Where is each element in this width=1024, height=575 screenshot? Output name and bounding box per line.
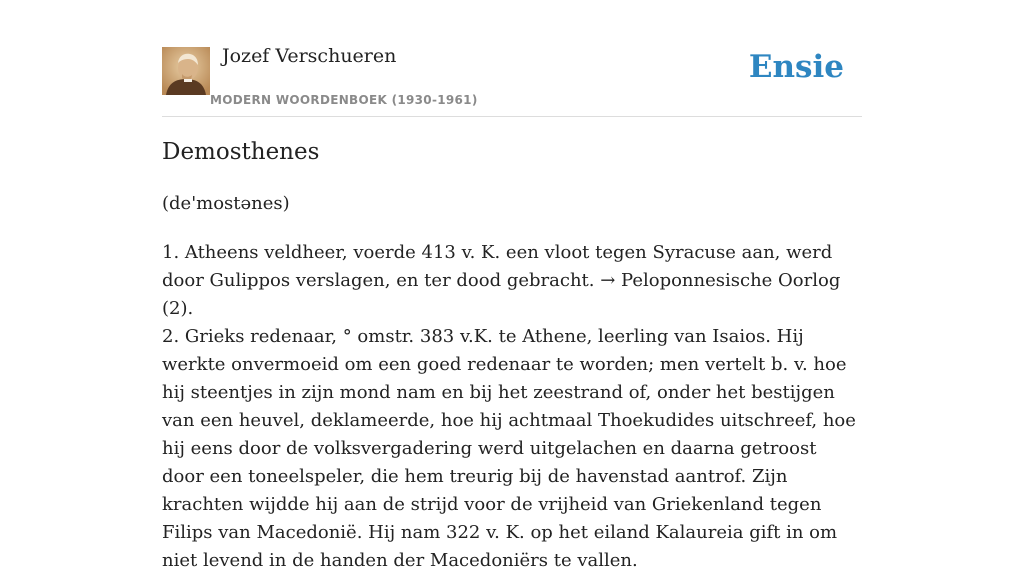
author-avatar[interactable] [162,47,210,95]
source-label[interactable]: MODERN WOORDENBOEK (1930-1961) [210,93,478,107]
avatar-portrait-icon [162,47,210,95]
header [162,0,862,117]
entry-paragraph-1: 1. Atheens veldheer, voerde 413 v. K. een vloot tegen Syracuse aan, werd door Gulippos verslagen, en ter dood gebracht. → Peloponnesische Oorlog (2). [162,242,841,319]
entry-title: Demosthenes [162,139,320,165]
author-name[interactable]: Jozef Verschueren [222,45,397,67]
entry-pronunciation: (de'mostənes) [162,193,290,214]
entry-paragraph-2: 2. Grieks redenaar, ° omstr. 383 v.K. te Athene, leerling van Isaios. Hij werkte onvermoeid om een goed redenaar te worden; men vertelt b. v. hoe hij steentjes in zijn mond nam en bij het zeestrand of, onder het bestijgen van een heuvel, deklameerde, hoe hij achtmaal Thoekudides uitschreef, hoe hij eens door de volksvergadering werd uitgelachen en daarna getroost door een toneelspeler, die hem treurig bij de havenstad aantrof. Zijn krachten wijdde hij aan de strijd voor de vrijheid van Griekenland tegen Filips van Macedonië. Hij nam 322 v. K. op het eiland Kalaureia gift in om niet levend in de handen der Macedoniërs te vallen. [162,326,856,571]
entry-body [162,239,862,575]
ensie-logo[interactable]: Ensie [748,49,844,85]
page [162,0,862,571]
